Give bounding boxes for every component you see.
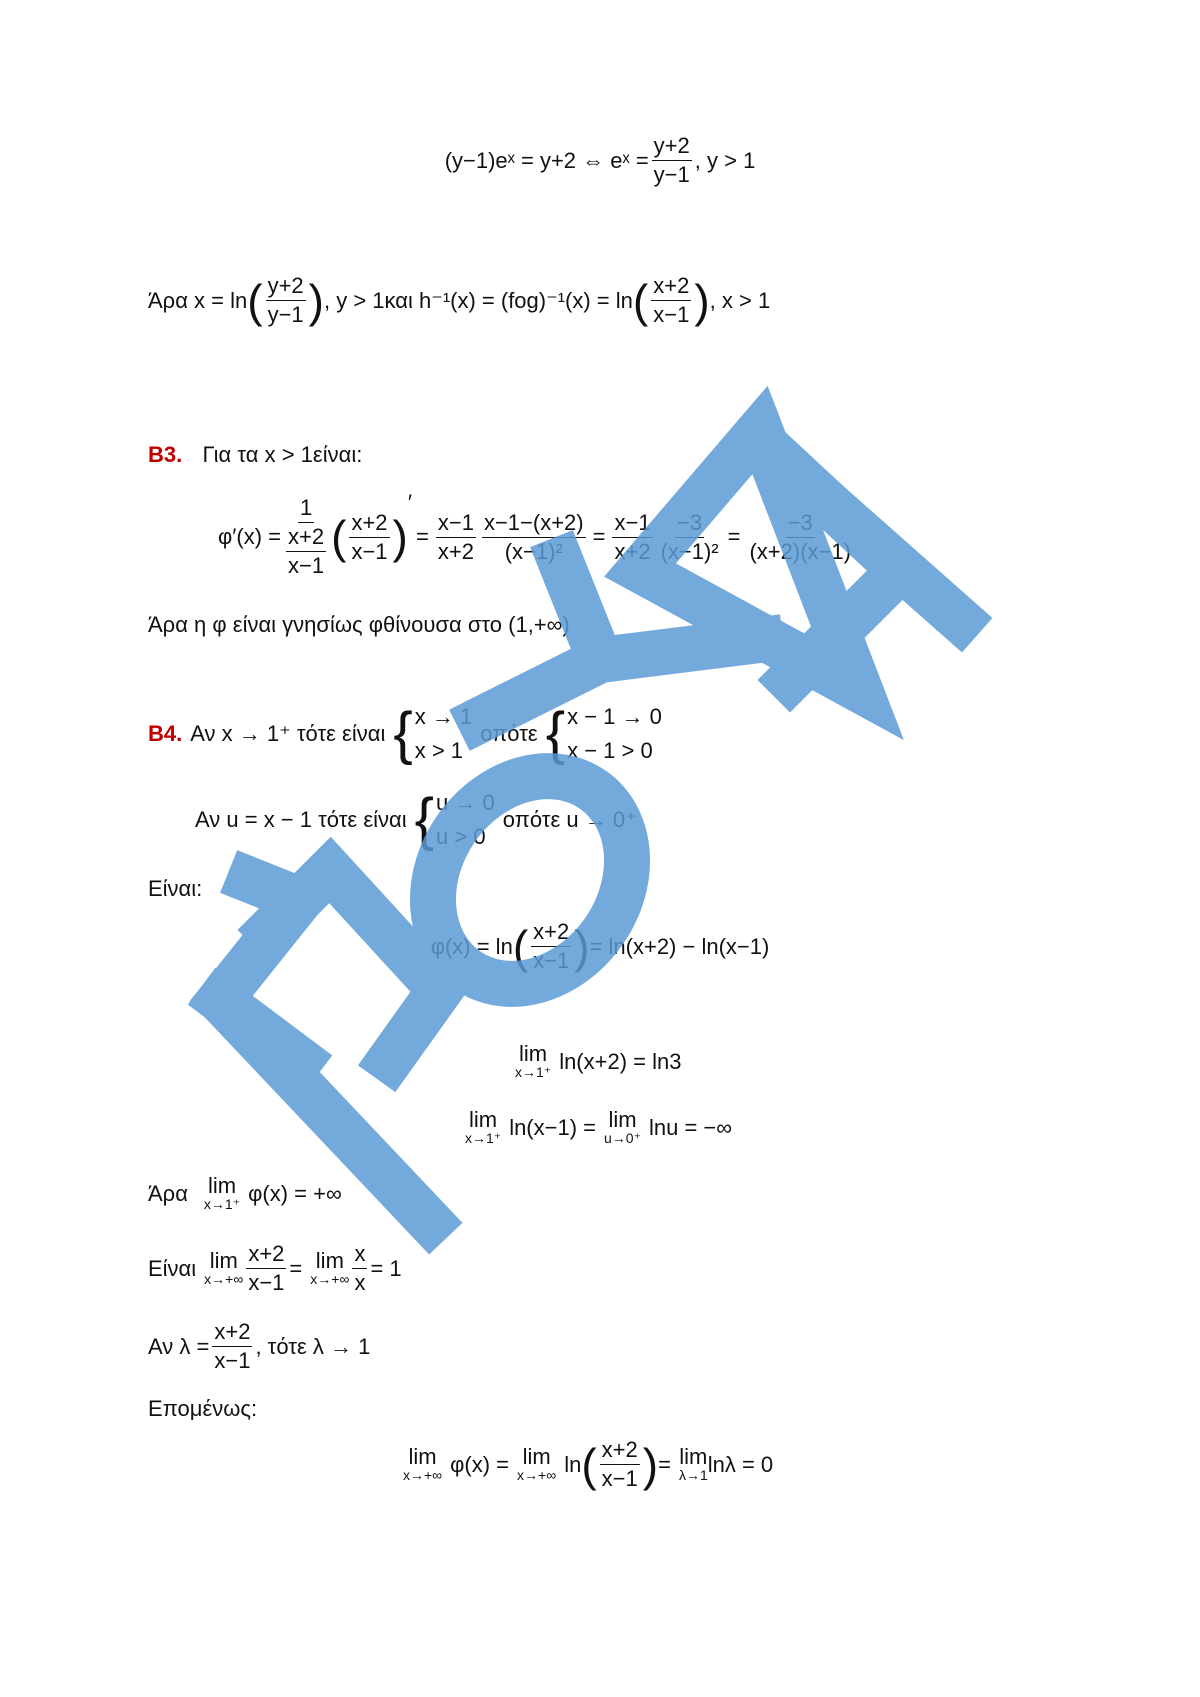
section-b4-heading: B4. Αν x → 1⁺ τότε είναι { x → 1 x > 1 οπότε { x − 1 → 0 x − 1 > 0 <box>148 701 662 766</box>
section-label: B4. <box>148 721 183 746</box>
derivative-equation: φ′(x) = 1 x+2 x−1 ( $\frac{x+2}{x-1}$ ) ′ = $\frac{x-1}{x+2}$ $\frac{x-1-(x+2)}{\text{(x−1)²}}$ = $\frac{x-1}{x+2}$ $\frac{-3}{\text{(x−1)²}}$ = $\frac{-3}{(x+2)(x-1)}$ <box>218 490 851 578</box>
fraction: $\frac{x+2}{x-1}$ <box>533 919 570 973</box>
watermark-letter-omicron <box>393 738 667 1021</box>
final-limit: lim x→+∞ φ(x) = lim x→+∞ ln ( $\frac{x+2}{x-1}$ ) = lim λ→1 lnλ = 0 <box>403 1437 774 1491</box>
epomenos-label: Επομένως: <box>148 1396 258 1421</box>
fraction: $\frac{x}{x}$ <box>354 1241 366 1295</box>
fraction: $\frac{y+2}{y-1}$ <box>267 273 304 327</box>
phi-definition: φ(x) = ln ( $\frac{x+2}{x-1}$ ) = ln(x+2) − ln(x−1) <box>430 919 770 973</box>
watermark-letter-sigma-top <box>220 1000 300 1060</box>
einai-label: Είναι: <box>148 876 203 901</box>
fraction: $\frac{-3}{(x+2)(x-1)}$ <box>749 509 851 564</box>
limit-fraction-infinity: Είναι lim x→+∞ $\frac{x+2}{x-1}$ = lim x→+∞ $\frac{x}{x}$ = 1 <box>148 1241 402 1295</box>
fraction: $\frac{x+2}{x-1}$ <box>601 1437 638 1491</box>
fraction: $\frac{x+2}{x-1}$ <box>351 509 388 564</box>
fraction: $\frac{x+2}{x-1}$ <box>248 1241 285 1295</box>
fraction: $\frac{x+2}{x-1}$ <box>214 1319 251 1373</box>
fraction: 1 x+2 x−1 <box>288 495 325 578</box>
fraction: $\frac{-3}{\text{(x−1)²}}$ <box>660 509 719 564</box>
fraction: $\frac{x-1}{x+2}$ <box>437 509 474 564</box>
cases-block: u → 0 u > 0 <box>436 790 495 849</box>
fraction: $\frac{x-1-(x+2)}{\text{(x−1)²}}$ <box>483 509 584 564</box>
cases-block: x → 1 x > 1 <box>414 704 473 763</box>
section-b3-heading: B3. Για τα x > 1είναι: <box>148 442 363 467</box>
limit-ln-x-minus-1: lim x→1⁺ ln(x−1) = lim u→0⁺ lnu = −∞ <box>465 1107 732 1146</box>
cases-block: x − 1 → 0 x − 1 > 0 <box>567 704 662 763</box>
section-label: B3. <box>148 442 183 467</box>
inverse-function-line: Άρα x = ln ( $\frac{y+2}{y-1}$ ) , y > 1και h⁻¹(x) = (fog)⁻¹(x) = ln ( $\frac{x+2}{x-1}$ ) , x > 1 <box>148 273 771 327</box>
fraction: $\frac{x-1}{x+2}$ <box>614 509 651 564</box>
fraction: $\frac{x+2}{x-1}$ <box>653 273 690 327</box>
equation-exp: (y−1)eˣ = y+2 ⇔ eˣ = $\frac{y+2}{y-1}$ , y > 1 <box>444 133 756 187</box>
monotonicity-statement: Άρα η φ είναι γνησίως φθίνουσα στο (1,+∞) <box>148 612 570 637</box>
fraction: $\frac{y+2}{y-1}$ <box>653 133 690 187</box>
lambda-substitution: Αν λ = $\frac{x+2}{x-1}$ , τότε λ → 1 <box>148 1319 371 1373</box>
substitution-line: Αν u = x − 1 τότε είναι { u → 0 u > 0 οπότε u → 0⁺ <box>195 787 637 852</box>
limit-phi-at-1: Άρα lim x→1⁺ φ(x) = +∞ <box>148 1173 342 1212</box>
limit-ln-x-plus-2: lim x→1⁺ ln(x+2) = ln3 <box>515 1041 682 1080</box>
